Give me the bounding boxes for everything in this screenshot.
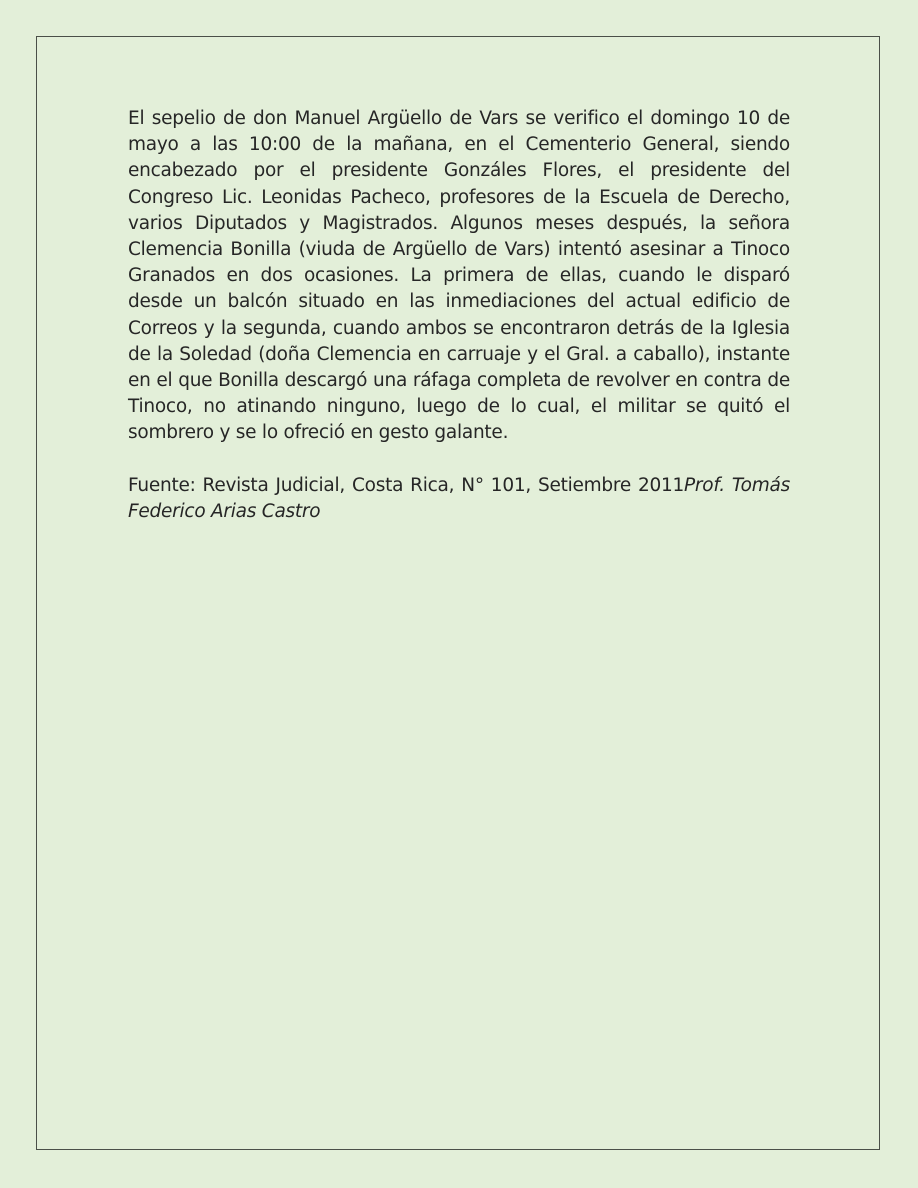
source-citation bbox=[128, 473, 790, 525]
author-name: Prof. Tomás Federico Arias Castro bbox=[128, 474, 790, 522]
source-text: Fuente: Revista Judicial, Costa Rica, N° 101, Setiembre 2011 bbox=[128, 474, 685, 496]
body-paragraph: El sepelio de don Manuel Argüello de Vars se verifico el domingo 10 de mayo a las 10:00 de la mañana, en el Cementerio General, siendo encabezado por el presidente Gonzáles Flores, el presidente del Congreso Lic. Leonidas Pacheco, profesores de la Escuela de Derecho, varios Diputados y Magistrados. Algunos meses después, la señora Clemencia Bonilla (viuda de Argüello de Vars) intentó asesinar a Tinoco Granados en dos ocasiones. La primera de ellas, cuando le disparó desde un balcón situado en las inmediaciones del actual edificio de Correos y la segunda, cuando ambos se encontraron detrás de la Iglesia de la Soledad (doña Clemencia en carruaje y el Gral. a caballo), instante en el que Bonilla descargó una ráfaga completa de revolver en contra de Tinoco, no atinando ninguno, luego de lo cual, el militar se quitó el sombrero y se lo ofreció en gesto galante. bbox=[128, 108, 790, 444]
document-content bbox=[128, 106, 790, 525]
